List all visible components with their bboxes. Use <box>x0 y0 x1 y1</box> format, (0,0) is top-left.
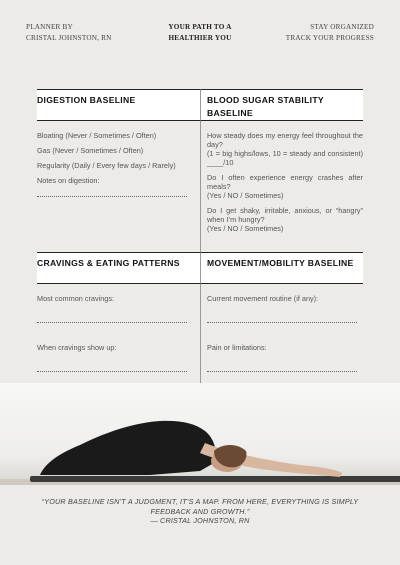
header-right-line1: STAY ORGANIZED <box>310 23 374 31</box>
baseline-worksheet <box>37 89 363 367</box>
cravings-title: CRAVINGS & EATING PATTERNS <box>37 252 200 284</box>
yoga-photo <box>0 383 400 485</box>
hangry-options: (Yes / NO / Sometimes) <box>207 224 284 233</box>
header-center-line2: HEALTHIER YOU <box>168 34 232 42</box>
crash-options: (Yes / NO / Sometimes) <box>207 191 284 200</box>
blood-sugar-body <box>200 121 363 256</box>
cravings-common-label: Most common cravings: <box>37 294 115 303</box>
cravings-body <box>37 284 200 372</box>
header-center-line1: YOUR PATH TO A <box>168 23 232 31</box>
cravings-when-label: When cravings show up: <box>37 343 117 352</box>
header-right-line2: TRACK YOUR PROGRESS <box>285 34 374 42</box>
crash-question: Do I often experience energy crashes after meals? <box>207 173 363 191</box>
movement-routine-label: Current movement routine (if any): <box>207 294 319 303</box>
digestion-body <box>37 121 200 197</box>
quote-block <box>34 497 366 526</box>
cravings-common-line[interactable] <box>37 321 187 323</box>
blood-sugar-title: BLOOD SUGAR STABILITY BASELINE <box>200 89 363 121</box>
hangry-question: Do I get shaky, irritable, anxious, or “hangry” when I’m hungry? <box>207 206 363 224</box>
quote-author: — CRISTAL JOHNSTON, RN <box>150 516 250 525</box>
movement-routine-line[interactable] <box>207 321 357 323</box>
energy-scale: (1 = big highs/lows, 10 = steady and consistent) ____/10 <box>207 149 363 167</box>
digestion-title: DIGESTION BASELINE <box>37 89 200 121</box>
quote-text: “YOUR BASELINE ISN’T A JUDGMENT, IT’S A MAP. FROM HERE, EVERYTHING IS SIMPLY FEEDBACK AND GROWTH.” <box>41 497 359 516</box>
digestion-notes-label: Notes on digestion: <box>37 176 100 185</box>
movement-body <box>200 284 363 384</box>
cravings-when-line[interactable] <box>37 370 187 372</box>
digestion-section <box>37 89 200 256</box>
digestion-bloating: Bloating (Never / Sometimes / Often) <box>37 131 157 140</box>
movement-title: MOVEMENT/MOBILITY BASELINE <box>200 252 363 284</box>
digestion-regularity: Regularity (Daily / Every few days / Rarely) <box>37 161 176 170</box>
movement-section <box>200 252 363 384</box>
energy-question: How steady does my energy feel throughout the day? <box>207 131 363 149</box>
header-left-line1: PLANNER BY <box>26 23 73 31</box>
cravings-section <box>37 252 200 384</box>
digestion-gas: Gas (Never / Sometimes / Often) <box>37 146 144 155</box>
header-tagline <box>286 22 374 44</box>
pain-label: Pain or limitations: <box>207 343 267 352</box>
header-left-line2: CRISTAL JOHNSTON, RN <box>26 34 112 42</box>
digestion-notes-line[interactable] <box>37 195 187 197</box>
pain-line[interactable] <box>207 370 357 372</box>
blood-sugar-section <box>200 89 363 256</box>
child-pose-figure <box>0 383 400 485</box>
